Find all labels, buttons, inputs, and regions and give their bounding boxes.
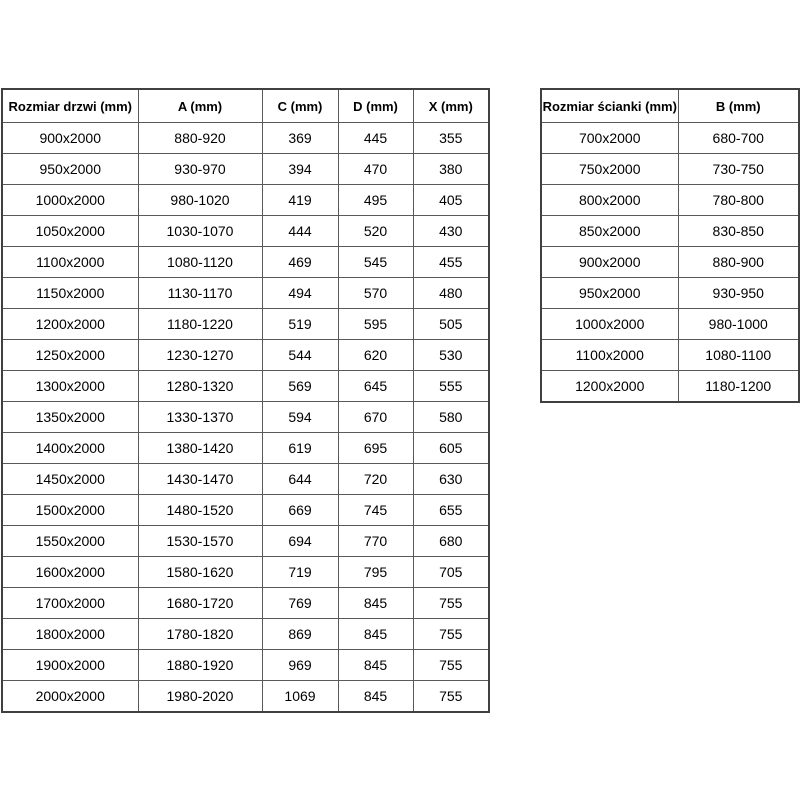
table-cell: 755 bbox=[413, 619, 489, 650]
table-cell: 680-700 bbox=[678, 123, 799, 154]
table-cell: 495 bbox=[338, 185, 413, 216]
table-cell: 1880-1920 bbox=[138, 650, 262, 681]
table-row bbox=[2, 526, 489, 557]
table-cell: 545 bbox=[338, 247, 413, 278]
table-cell: 730-750 bbox=[678, 154, 799, 185]
table-cell: 1800x2000 bbox=[2, 619, 138, 650]
door-table-header-row bbox=[2, 89, 489, 123]
column-header: Rozmiar drzwi (mm) bbox=[2, 89, 138, 123]
column-header: B (mm) bbox=[678, 89, 799, 123]
table-cell: 1350x2000 bbox=[2, 402, 138, 433]
table-cell: 394 bbox=[262, 154, 338, 185]
table-cell: 670 bbox=[338, 402, 413, 433]
table-cell: 405 bbox=[413, 185, 489, 216]
table-row bbox=[2, 278, 489, 309]
table-cell: 1069 bbox=[262, 681, 338, 713]
table-row bbox=[2, 247, 489, 278]
table-row bbox=[2, 123, 489, 154]
table-cell: 950x2000 bbox=[541, 278, 678, 309]
table-cell: 1200x2000 bbox=[2, 309, 138, 340]
table-cell: 950x2000 bbox=[2, 154, 138, 185]
table-row bbox=[2, 557, 489, 588]
table-cell: 445 bbox=[338, 123, 413, 154]
wall-table-body bbox=[541, 123, 799, 403]
table-cell: 1900x2000 bbox=[2, 650, 138, 681]
table-cell: 1550x2000 bbox=[2, 526, 138, 557]
table-cell: 845 bbox=[338, 619, 413, 650]
table-cell: 720 bbox=[338, 464, 413, 495]
table-cell: 930-970 bbox=[138, 154, 262, 185]
table-cell: 519 bbox=[262, 309, 338, 340]
table-cell: 1050x2000 bbox=[2, 216, 138, 247]
table-row bbox=[2, 433, 489, 464]
table-cell: 544 bbox=[262, 340, 338, 371]
table-cell: 480 bbox=[413, 278, 489, 309]
table-cell: 419 bbox=[262, 185, 338, 216]
table-cell: 1330-1370 bbox=[138, 402, 262, 433]
table-cell: 969 bbox=[262, 650, 338, 681]
table-cell: 1700x2000 bbox=[2, 588, 138, 619]
column-header: Rozmiar ścianki (mm) bbox=[541, 89, 678, 123]
table-cell: 2000x2000 bbox=[2, 681, 138, 713]
table-row bbox=[541, 371, 799, 403]
table-cell: 880-900 bbox=[678, 247, 799, 278]
table-row bbox=[2, 495, 489, 526]
table-cell: 1180-1200 bbox=[678, 371, 799, 403]
table-cell: 900x2000 bbox=[541, 247, 678, 278]
table-cell: 830-850 bbox=[678, 216, 799, 247]
wall-sizes-table bbox=[540, 88, 800, 403]
wall-table-header-row bbox=[541, 89, 799, 123]
table-cell: 795 bbox=[338, 557, 413, 588]
table-cell: 845 bbox=[338, 588, 413, 619]
table-row bbox=[2, 464, 489, 495]
table-cell: 900x2000 bbox=[2, 123, 138, 154]
table-row bbox=[541, 216, 799, 247]
table-row bbox=[2, 216, 489, 247]
table-cell: 880-920 bbox=[138, 123, 262, 154]
table-row bbox=[2, 650, 489, 681]
table-cell: 845 bbox=[338, 650, 413, 681]
table-cell: 1500x2000 bbox=[2, 495, 138, 526]
table-cell: 580 bbox=[413, 402, 489, 433]
table-row bbox=[2, 588, 489, 619]
table-cell: 800x2000 bbox=[541, 185, 678, 216]
table-cell: 655 bbox=[413, 495, 489, 526]
table-cell: 1430-1470 bbox=[138, 464, 262, 495]
table-cell: 1180-1220 bbox=[138, 309, 262, 340]
table-row bbox=[541, 185, 799, 216]
table-cell: 444 bbox=[262, 216, 338, 247]
table-cell: 569 bbox=[262, 371, 338, 402]
table-cell: 630 bbox=[413, 464, 489, 495]
table-cell: 755 bbox=[413, 650, 489, 681]
table-cell: 1250x2000 bbox=[2, 340, 138, 371]
table-cell: 469 bbox=[262, 247, 338, 278]
table-cell: 520 bbox=[338, 216, 413, 247]
table-cell: 620 bbox=[338, 340, 413, 371]
table-cell: 595 bbox=[338, 309, 413, 340]
table-cell: 430 bbox=[413, 216, 489, 247]
table-cell: 645 bbox=[338, 371, 413, 402]
door-sizes-table bbox=[1, 88, 490, 713]
table-cell: 1380-1420 bbox=[138, 433, 262, 464]
table-row bbox=[2, 154, 489, 185]
table-cell: 1980-2020 bbox=[138, 681, 262, 713]
table-cell: 1280-1320 bbox=[138, 371, 262, 402]
table-cell: 1150x2000 bbox=[2, 278, 138, 309]
table-cell: 745 bbox=[338, 495, 413, 526]
table-cell: 1130-1170 bbox=[138, 278, 262, 309]
table-cell: 1200x2000 bbox=[541, 371, 678, 403]
table-cell: 1300x2000 bbox=[2, 371, 138, 402]
table-cell: 700x2000 bbox=[541, 123, 678, 154]
table-row bbox=[2, 619, 489, 650]
table-cell: 1230-1270 bbox=[138, 340, 262, 371]
table-cell: 570 bbox=[338, 278, 413, 309]
column-header: X (mm) bbox=[413, 89, 489, 123]
table-row bbox=[2, 681, 489, 713]
table-cell: 1580-1620 bbox=[138, 557, 262, 588]
table-cell: 555 bbox=[413, 371, 489, 402]
column-header: A (mm) bbox=[138, 89, 262, 123]
column-header: C (mm) bbox=[262, 89, 338, 123]
table-cell: 980-1020 bbox=[138, 185, 262, 216]
table-cell: 1780-1820 bbox=[138, 619, 262, 650]
table-cell: 505 bbox=[413, 309, 489, 340]
table-cell: 680 bbox=[413, 526, 489, 557]
table-row bbox=[2, 340, 489, 371]
table-cell: 770 bbox=[338, 526, 413, 557]
table-cell: 1530-1570 bbox=[138, 526, 262, 557]
table-cell: 755 bbox=[413, 681, 489, 713]
table-cell: 1000x2000 bbox=[541, 309, 678, 340]
table-cell: 1030-1070 bbox=[138, 216, 262, 247]
table-cell: 850x2000 bbox=[541, 216, 678, 247]
table-row bbox=[541, 154, 799, 185]
table-row bbox=[541, 247, 799, 278]
table-row bbox=[541, 123, 799, 154]
table-row bbox=[541, 309, 799, 340]
table-cell: 1480-1520 bbox=[138, 495, 262, 526]
door-table-body bbox=[2, 123, 489, 713]
table-cell: 605 bbox=[413, 433, 489, 464]
table-cell: 380 bbox=[413, 154, 489, 185]
table-cell: 1080-1100 bbox=[678, 340, 799, 371]
table-row bbox=[2, 402, 489, 433]
table-row bbox=[541, 278, 799, 309]
table-cell: 494 bbox=[262, 278, 338, 309]
table-cell: 750x2000 bbox=[541, 154, 678, 185]
table-cell: 1100x2000 bbox=[541, 340, 678, 371]
table-cell: 594 bbox=[262, 402, 338, 433]
table-cell: 669 bbox=[262, 495, 338, 526]
table-cell: 644 bbox=[262, 464, 338, 495]
table-cell: 780-800 bbox=[678, 185, 799, 216]
table-cell: 1450x2000 bbox=[2, 464, 138, 495]
table-cell: 455 bbox=[413, 247, 489, 278]
table-row bbox=[2, 371, 489, 402]
table-cell: 1600x2000 bbox=[2, 557, 138, 588]
table-cell: 930-950 bbox=[678, 278, 799, 309]
table-cell: 530 bbox=[413, 340, 489, 371]
table-cell: 719 bbox=[262, 557, 338, 588]
table-cell: 1100x2000 bbox=[2, 247, 138, 278]
table-cell: 1000x2000 bbox=[2, 185, 138, 216]
table-cell: 769 bbox=[262, 588, 338, 619]
table-cell: 980-1000 bbox=[678, 309, 799, 340]
table-cell: 1680-1720 bbox=[138, 588, 262, 619]
table-cell: 369 bbox=[262, 123, 338, 154]
table-cell: 355 bbox=[413, 123, 489, 154]
table-row bbox=[2, 185, 489, 216]
table-row bbox=[2, 309, 489, 340]
table-cell: 1400x2000 bbox=[2, 433, 138, 464]
table-cell: 1080-1120 bbox=[138, 247, 262, 278]
table-row bbox=[541, 340, 799, 371]
table-cell: 470 bbox=[338, 154, 413, 185]
table-cell: 755 bbox=[413, 588, 489, 619]
column-header: D (mm) bbox=[338, 89, 413, 123]
table-cell: 845 bbox=[338, 681, 413, 713]
table-cell: 695 bbox=[338, 433, 413, 464]
table-cell: 705 bbox=[413, 557, 489, 588]
table-cell: 619 bbox=[262, 433, 338, 464]
table-cell: 694 bbox=[262, 526, 338, 557]
table-cell: 869 bbox=[262, 619, 338, 650]
